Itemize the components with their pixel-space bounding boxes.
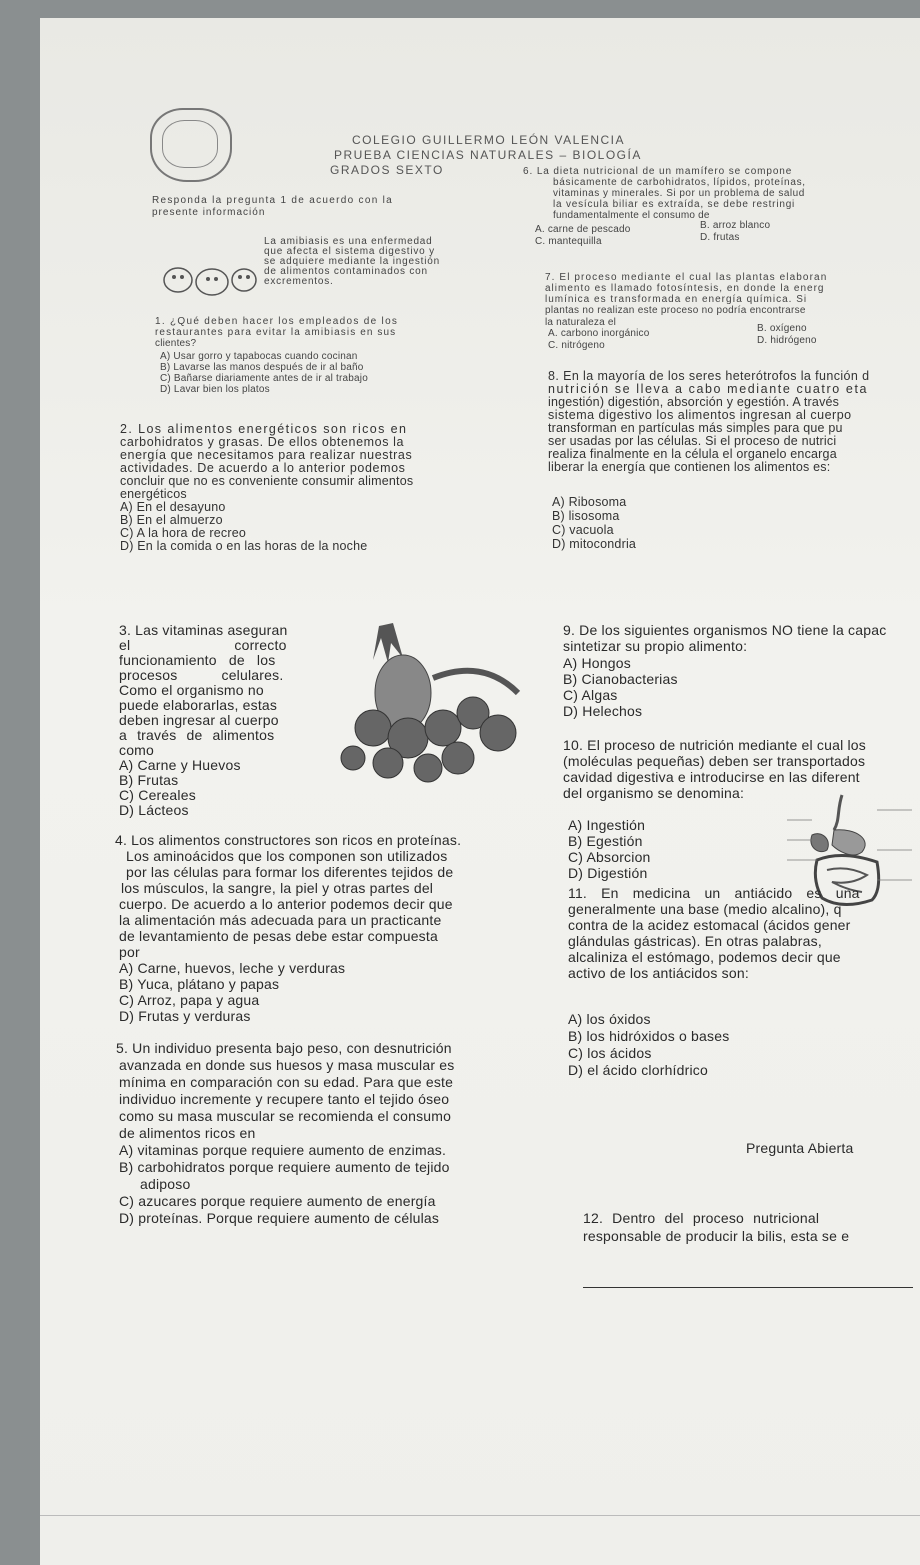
q7-text: la naturaleza el: [545, 317, 617, 328]
q7-option-a[interactable]: A. carbono inorgánico: [548, 328, 650, 339]
q3-text: deben ingresar al cuerpo: [119, 712, 279, 728]
q2-text: energía que necesitamos para realizar nuestras: [120, 448, 413, 462]
info-line: de alimentos contaminados con: [264, 266, 428, 277]
q10-text: del organismo se denomina:: [563, 785, 745, 801]
q10-option-a[interactable]: A) Ingestión: [568, 817, 646, 833]
q2-text: energéticos: [120, 487, 187, 501]
page-fold: [40, 1515, 920, 1516]
info-line: que afecta el sistema digestivo y: [264, 246, 435, 257]
q4-text: 4. Los alimentos constructores son ricos en proteínas.: [115, 832, 462, 848]
q5-option-c[interactable]: C) azucares porque requiere aumento de energía: [119, 1193, 436, 1209]
q5-text: como su masa muscular se recomienda el consumo: [119, 1108, 452, 1124]
q4-text: de levantamiento de pesas debe estar compuesta: [119, 928, 438, 944]
q9-option-d[interactable]: D) Helechos: [563, 703, 643, 719]
q8-option-b[interactable]: B) lisosoma: [552, 509, 620, 523]
q9-text: sintetizar su propio alimento:: [563, 638, 748, 654]
q11-text: alcaliniza el estómago, podemos decir que: [568, 949, 841, 965]
q9-text: 9. De los siguientes organismos NO tiene la capac: [563, 622, 887, 638]
q6-text: fundamentalmente el consumo de: [553, 210, 710, 221]
q8-text: ser usadas por las células. Si el proceso de nutrici: [548, 434, 837, 448]
info-line: excrementos.: [264, 276, 334, 287]
q8-text: ingestión) digestión, absorción y egestión. A través: [548, 395, 840, 409]
q3-option-d[interactable]: D) Lácteos: [119, 802, 189, 818]
q5-text: avanzada en donde sus huesos y masa muscular es: [119, 1057, 455, 1073]
q6-text: 6. La dieta nutricional de un mamífero se compone: [523, 166, 793, 177]
q4-text: los músculos, la sangre, la piel y otras partes del: [121, 880, 434, 896]
q7-text: lumínica es transformada en energía química. Si: [545, 294, 808, 305]
q3-option-a[interactable]: A) Carne y Huevos: [119, 757, 241, 773]
q6-option-d[interactable]: D. frutas: [700, 232, 740, 243]
q3-text: el correcto: [119, 637, 287, 653]
exam-title: PRUEBA CIENCIAS NATURALES – BIOLOGÍA: [334, 148, 642, 162]
q11-option-c[interactable]: C) los ácidos: [568, 1045, 652, 1061]
q3-text: Como el organismo no: [119, 682, 264, 698]
q1-option-d[interactable]: D) Lavar bien los platos: [160, 384, 270, 395]
q5-text: individuo incremente y recupere tanto el tejido óseo: [119, 1091, 450, 1107]
q7-option-d[interactable]: D. hidrógeno: [757, 335, 817, 346]
open-question-heading: Pregunta Abierta: [746, 1140, 854, 1156]
q1-text: restaurantes para evitar la amibiasis en sus: [155, 327, 397, 338]
q2-text: carbohidratos y grasas. De ellos obtenemos la: [120, 435, 405, 449]
q10-text: cavidad digestiva e introducirse en las diferent: [563, 769, 860, 785]
q2-text: 2. Los alimentos energéticos son ricos en: [120, 422, 408, 436]
q7-text: 7. El proceso mediante el cual las plantas elaboran: [545, 272, 828, 283]
q7-option-b[interactable]: B. oxígeno: [757, 323, 807, 334]
q2-text: actividades. De acuerdo a lo anterior podemos: [120, 461, 406, 475]
q3-text: 3. Las vitaminas aseguran: [119, 622, 288, 638]
q5-option-a[interactable]: A) vitaminas porque requiere aumento de enzimas.: [119, 1142, 447, 1158]
q3-text: funcionamiento de los: [119, 652, 276, 668]
q3-option-b[interactable]: B) Frutas: [119, 772, 179, 788]
q6-text: la vesícula biliar es extraída, se debe restringi: [553, 199, 796, 210]
q7-text: alimento es llamado fotosíntesis, en donde la energ: [545, 283, 825, 294]
q3-text: puede elaborarlas, estas: [119, 697, 278, 713]
q11-option-a[interactable]: A) los óxidos: [568, 1011, 651, 1027]
q3-text: procesos celulares.: [119, 667, 284, 683]
q12-text: responsable de producir la bilis, esta se e: [583, 1228, 850, 1244]
q10-text: 10. El proceso de nutrición mediante el cual los: [563, 737, 866, 753]
q8-option-d[interactable]: D) mitocondria: [552, 537, 637, 551]
answer-line[interactable]: [583, 1287, 913, 1288]
q6-option-b[interactable]: B. arroz blanco: [700, 220, 771, 231]
q4-text: la alimentación más adecuada para un practicante: [119, 912, 442, 928]
q5-option-d[interactable]: D) proteínas. Porque requiere aumento de células: [119, 1210, 440, 1226]
grade-label: GRADOS SEXTO: [330, 163, 444, 177]
q8-text: nutrición se lleva a cabo mediante cuatro eta: [548, 382, 869, 396]
q11-text: contra de la acidez estomacal (ácidos gener: [568, 917, 851, 933]
q2-option-d[interactable]: D) En la comida o en las horas de la noche: [120, 539, 368, 553]
q5-text: de alimentos ricos en: [119, 1125, 256, 1141]
q9-option-a[interactable]: A) Hongos: [563, 655, 631, 671]
q4-text: cuerpo. De acuerdo a lo anterior podemos decir que: [119, 896, 453, 912]
q11-text: generalmente una base (medio alcalino), q: [568, 901, 842, 917]
q3-text: como: [119, 742, 155, 758]
q1-text: 1. ¿Qué deben hacer los empleados de los: [155, 316, 399, 327]
q8-text: liberar la energía que contienen los alimentos es:: [548, 460, 831, 474]
q8-text: 8. En la mayoría de los seres heterótrofos la función d: [548, 369, 870, 383]
q2-option-c[interactable]: C) A la hora de recreo: [120, 526, 246, 540]
q11-text: activo de los antiácidos son:: [568, 965, 749, 981]
q9-option-c[interactable]: C) Algas: [563, 687, 618, 703]
q10-text: (moléculas pequeñas) deben ser transportados: [563, 753, 866, 769]
instruction-line-2: presente información: [152, 207, 266, 218]
q6-text: básicamente de carbohidratos, lípidos, proteínas,: [553, 177, 806, 188]
q2-option-a[interactable]: A) En el desayuno: [120, 500, 226, 514]
q1-option-a[interactable]: A) Usar gorro y tapabocas cuando cocinan: [160, 351, 358, 362]
q11-text: 11. En medicina un antiácido es una: [568, 885, 860, 901]
q4-text: por las células para formar los diferentes tejidos de: [126, 864, 454, 880]
q7-option-c[interactable]: C. nitrógeno: [548, 340, 605, 351]
q6-option-c[interactable]: C. mantequilla: [535, 236, 602, 247]
q12-text: 12. Dentro del proceso nutricional: [583, 1210, 820, 1226]
info-line: se adquiere mediante la ingestión: [264, 256, 440, 267]
q5-text: 5. Un individuo presenta bajo peso, con desnutrición: [116, 1040, 452, 1056]
q3-option-c[interactable]: C) Cereales: [119, 787, 196, 803]
school-seal: [150, 108, 232, 182]
q6-option-a[interactable]: A. carne de pescado: [535, 224, 631, 235]
q8-text: sistema digestivo los alimentos ingresan al cuerpo: [548, 408, 852, 422]
q2-option-b[interactable]: B) En el almuerzo: [120, 513, 223, 527]
q1-text: clientes?: [155, 338, 197, 349]
instruction-line-1: Responda la pregunta 1 de acuerdo con la: [152, 195, 394, 206]
school-name: COLEGIO GUILLERMO LEÓN VALENCIA: [352, 133, 626, 147]
q10-option-b[interactable]: B) Egestión: [568, 833, 643, 849]
q8-text: realiza finalmente en la célula el organelo encarga: [548, 447, 837, 461]
info-line: La amibiasis es una enfermedad: [264, 236, 433, 247]
q10-option-d[interactable]: D) Digestión: [568, 865, 648, 881]
q11-option-b[interactable]: B) los hidróxidos o bases: [568, 1028, 730, 1044]
q7-text: plantas no realizan este proceso no podría encontrarse: [545, 305, 806, 316]
q10-option-c[interactable]: C) Absorcion: [568, 849, 651, 865]
q8-option-c[interactable]: C) vacuola: [552, 523, 614, 537]
q8-text: transforman en partículas más simples para que pu: [548, 421, 843, 435]
q8-option-a[interactable]: A) Ribosoma: [552, 495, 627, 509]
amoeba-cartoon-icon: [160, 260, 260, 302]
q5-text: mínima en comparación con su edad. Para que este: [119, 1074, 454, 1090]
q4-option-d[interactable]: D) Frutas y verduras: [119, 1008, 251, 1024]
q2-text: concluir que no es conveniente consumir alimentos: [120, 474, 414, 488]
q4-option-b[interactable]: B) Yuca, plátano y papas: [119, 976, 280, 992]
q5-option-b-cont: adiposo: [140, 1176, 191, 1192]
q1-option-c[interactable]: C) Bañarse diariamente antes de ir al trabajo: [160, 373, 368, 384]
q4-option-c[interactable]: C) Arroz, papa y agua: [119, 992, 260, 1008]
q1-option-b[interactable]: B) Lavarse las manos después de ir al baño: [160, 362, 364, 373]
q11-text: glándulas gástricas). En otras palabras,: [568, 933, 822, 949]
q3-text: a través de alimentos: [119, 727, 275, 743]
q4-option-a[interactable]: A) Carne, huevos, leche y verduras: [119, 960, 346, 976]
q4-text: Los aminoácidos que los componen son utilizados: [126, 848, 448, 864]
q9-option-b[interactable]: B) Cianobacterias: [563, 671, 678, 687]
q6-text: vitaminas y minerales. Si por un problema de salud: [553, 188, 805, 199]
q4-text: por: [119, 944, 140, 960]
fruit-basket-image: [333, 618, 528, 788]
q5-option-b[interactable]: B) carbohidratos porque requiere aumento de tejido: [119, 1159, 450, 1175]
q11-option-d[interactable]: D) el ácido clorhídrico: [568, 1062, 708, 1078]
